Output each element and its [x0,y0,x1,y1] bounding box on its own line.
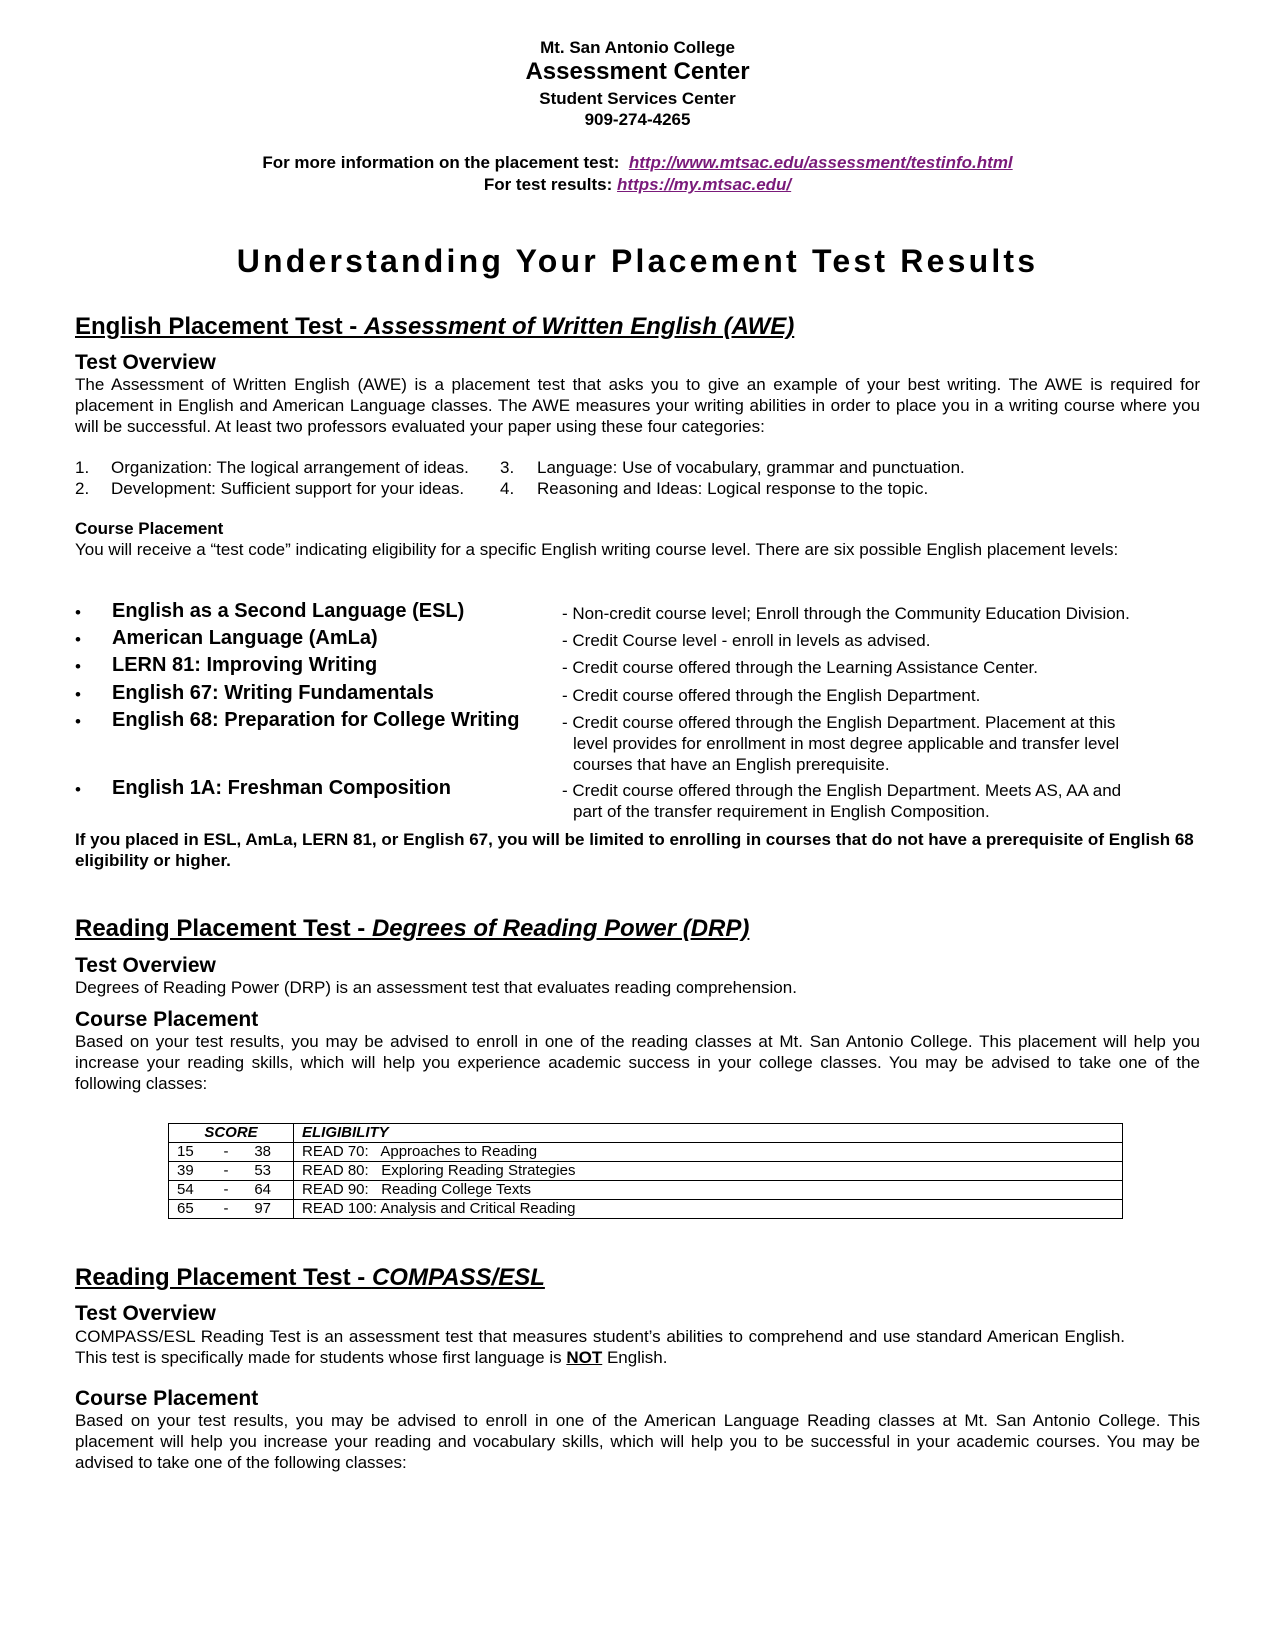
score-high: 97 [254,1200,271,1217]
level-desc [562,657,1182,678]
bullet-icon: • [75,630,81,649]
level-desc-text: - Credit course offered through the English Department. Placement at this [562,713,1116,732]
category-text: Language: Use of vocabulary, grammar and punctuation. [537,458,965,477]
category-num: 3. [500,458,515,477]
category-text: Reasoning and Ideas: Logical response to the topic. [537,479,929,498]
level-desc [562,685,1182,706]
score-dash: - [223,1200,229,1217]
score-cell [169,1162,294,1181]
table-row [169,1162,1123,1181]
score-header: SCORE [169,1124,294,1143]
score-cell [169,1200,294,1219]
score-low: 65 [177,1200,194,1217]
level-label: LERN 81: Improving Writing [112,654,378,676]
score-cell [169,1143,294,1162]
building-name: Student Services Center [539,89,736,108]
score-high: 64 [254,1181,271,1198]
table-row [169,1143,1123,1162]
level-desc-text: - Credit course offered through the English Department. [562,686,981,705]
compass-overview-not: NOT [566,1348,603,1367]
english-limit-note: If you placed in ESL, AmLa, LERN 81, or English 67, you will be limited to enrolling in courses that do not have a prerequisite of English 68 eligibility or higher. [75,830,1194,870]
level-label: English 68: Preparation for College Writing [112,709,520,731]
level-desc [562,603,1182,624]
compass-title-italic: COMPASS/ESL [371,1264,545,1291]
level-label: American Language (AmLa) [112,627,378,649]
english-title-italic: Assessment of Written English (AWE) [363,313,795,340]
drp-title-plain: Reading Placement Test - [75,915,372,942]
info-line [75,153,1200,173]
compass-placement-text: Based on your test results, you may be advised to enroll in one of the American Language Reading classes at Mt. San Antonio College. This placement will help you increase your reading and vocabulary skills, which will help you to be successful in your academic courses. You may be advised to take one of the following classes: [75,1411,1200,1472]
phone-number: 909-274-4265 [584,110,691,129]
bullet-icon: • [75,685,81,704]
score-dash: - [223,1181,229,1198]
level-label: English 1A: Freshman Composition [112,777,451,799]
compass-overview-text [75,1326,1125,1368]
level-desc-cont: part of the transfer requirement in English Composition. [573,802,990,821]
level-label: English 67: Writing Fundamentals [112,682,434,704]
drp-placement-heading: Course Placement [75,1008,259,1031]
score-low: 54 [177,1181,194,1198]
test-results-link[interactable]: https://my.mtsac.edu/ [617,175,792,194]
info-label: For more information on the placement test: [262,153,620,172]
results-line [75,175,1200,195]
level-desc-text: - Credit course offered through the English Department. Meets AS, AA and [562,781,1122,800]
level-desc [562,630,1182,651]
english-title-plain: English Placement Test - [75,313,364,340]
table-row [169,1200,1123,1219]
eligibility-cell: READ 80: Exploring Reading Strategies [294,1162,1123,1181]
eligibility-header: ELIGIBILITY [294,1124,1123,1143]
page-title: Understanding Your Placement Test Results [236,243,1039,279]
english-section-title [75,313,794,341]
eligibility-cell: READ 90: Reading College Texts [294,1181,1123,1200]
center-name: Assessment Center [525,58,750,85]
eligibility-cell: READ 100: Analysis and Critical Reading [294,1200,1123,1219]
category-text: Organization: The logical arrangement of ideas. [111,458,469,477]
english-overview-text: The Assessment of Written English (AWE) is a placement test that asks you to give an example of your best writing. The AWE is required for placement in English and American Language classes. The AWE measures your writing abilities in order to place you in a writing course where you will be successful. At least two professors evaluated your paper using these four categories: [75,375,1200,436]
score-cell [169,1181,294,1200]
table-header-row [169,1124,1123,1143]
table-row [169,1181,1123,1200]
drp-overview-text: Degrees of Reading Power (DRP) is an assessment test that evaluates reading comprehension. [75,978,797,997]
category-num: 2. [75,479,90,498]
category-num: 4. [500,479,515,498]
category-text: Development: Sufficient support for your ideas. [111,479,465,498]
score-high: 53 [254,1162,271,1179]
drp-title-italic: Degrees of Reading Power (DRP) [371,915,750,942]
college-name: Mt. San Antonio College [540,38,735,57]
compass-overview-heading: Test Overview [75,1302,216,1325]
english-placement-heading: Course Placement [75,519,224,538]
level-desc [562,712,1182,775]
test-info-link[interactable]: http://www.mtsac.edu/assessment/testinfo.html [628,153,1013,172]
level-desc-text: - Credit course offered through the Learning Assistance Center. [562,658,1038,677]
score-dash: - [223,1162,229,1179]
drp-placement-text: Based on your test results, you may be advised to enroll in one of the reading classes at Mt. San Antonio College. This placement will help you increase your reading skills, which will help you experience academic success in your college classes. You may be advised to take one of the following classes: [75,1032,1200,1093]
category-num: 1. [75,458,90,477]
english-placement-text: You will receive a “test code” indicating eligibility for a specific English writing course level. There are six possible English placement levels: [75,540,1119,559]
english-overview-heading: Test Overview [75,351,216,374]
bullet-icon: • [75,657,81,676]
bullet-icon: • [75,780,81,799]
score-low: 39 [177,1162,194,1179]
level-desc-cont: level provides for enrollment in most degree applicable and transfer level courses that have an English prerequisite. [573,734,1120,774]
bullet-icon: • [75,712,81,731]
score-low: 15 [177,1143,194,1160]
compass-overview-part-1: COMPASS/ESL Reading Test is an assessment test that measures student’s abilities to comprehend and use standard American English. This test is specifically made for students whose first language is [75,1327,1125,1367]
level-desc-text: - Non-credit course level; Enroll through the Community Education Division. [562,604,1130,623]
results-label: For test results: [483,175,613,194]
bullet-icon: • [75,603,81,622]
score-high: 38 [254,1143,271,1160]
level-desc-text: - Credit Course level - enroll in levels as advised. [562,631,931,650]
score-dash: - [223,1143,229,1160]
level-desc [562,780,1182,822]
drp-section-title [75,915,749,943]
compass-overview-part-2: English. [602,1348,668,1367]
eligibility-cell: READ 70: Approaches to Reading [294,1143,1123,1162]
level-label: English as a Second Language (ESL) [112,600,465,622]
compass-section-title [75,1264,545,1292]
drp-score-table [168,1123,1123,1219]
compass-placement-heading: Course Placement [75,1387,259,1410]
drp-overview-heading: Test Overview [75,954,216,977]
compass-title-plain: Reading Placement Test - [75,1264,372,1291]
